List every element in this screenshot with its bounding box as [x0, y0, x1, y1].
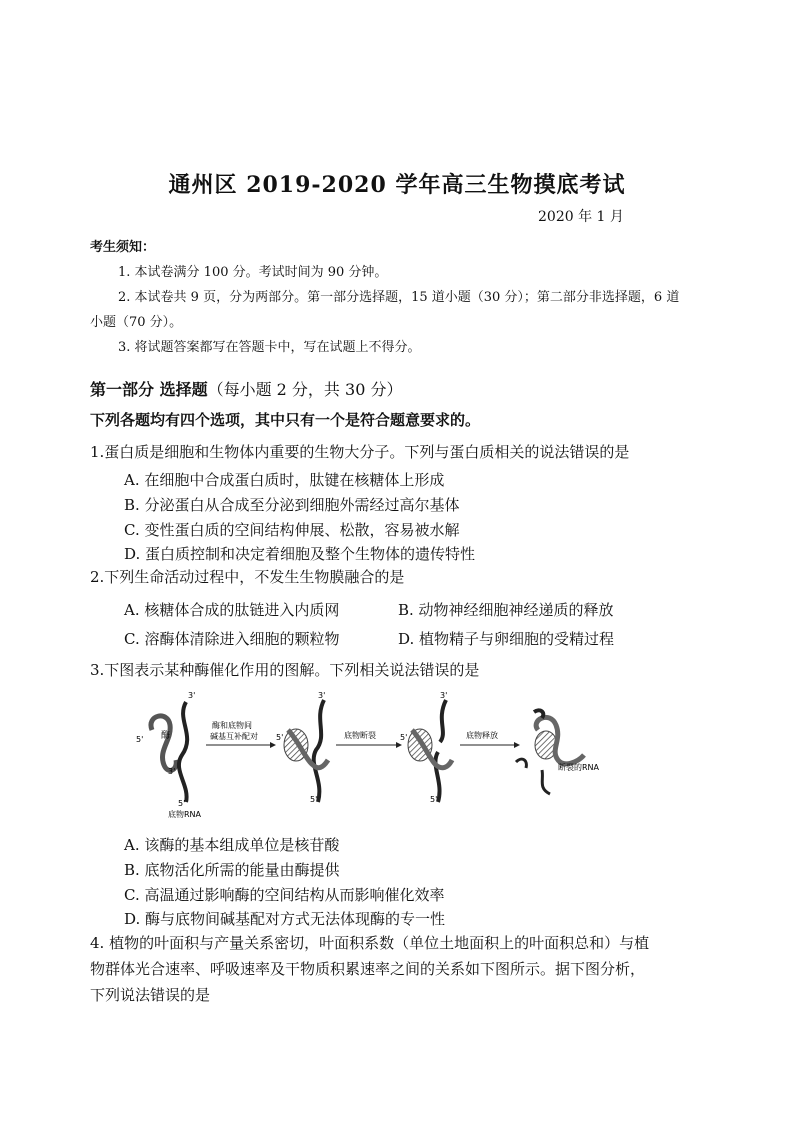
question-2-stem: 2.下列生命活动过程中，不发生生物膜融合的是	[90, 568, 405, 586]
question-1-stem: 1.蛋白质是细胞和生物体内重要的生物大分子。下列与蛋白质相关的说法错误的是	[90, 443, 630, 461]
question-1-option-a: A. 在细胞中合成蛋白质时，肽键在核糖体上形成	[124, 471, 445, 489]
label-step3: 底物释放	[466, 731, 498, 740]
question-1-option-b: B. 分泌蛋白从合成至分泌到细胞外需经过高尔基体	[124, 496, 460, 514]
label-step1-line1: 酶和底物间	[212, 721, 252, 730]
question-2-option-b: B. 动物神经细胞神经递质的释放	[398, 601, 614, 619]
p2-label-5prime-b: 5'	[310, 795, 318, 804]
section-instruction: 下列各题均有四个选项，其中只有一个是符合题意要求的。	[90, 411, 481, 429]
page-title: 通州区 2019-2020 学年高三生物摸底考试	[168, 172, 626, 198]
substrate-strand	[179, 702, 187, 802]
notice-heading: 考生须知：	[90, 240, 156, 255]
exam-date: 2020 年 1 月	[538, 209, 624, 225]
p3-label-3prime: 3'	[440, 691, 448, 700]
label-step2: 底物断裂	[344, 731, 376, 740]
arrow-2	[336, 730, 402, 748]
panel-1	[136, 691, 202, 819]
question-1-option-d: D. 蛋白质控制和决定着细胞及整个生物体的遗传特性	[124, 545, 476, 563]
question-4-stem-line-3: 下列说法错误的是	[90, 986, 211, 1004]
label-broken-rna: 断裂的RNA	[558, 763, 600, 772]
question-3-option-c: C. 高温通过影响酶的空间结构从而影响催化效率	[124, 886, 445, 904]
label-step1-line2: 碱基互补配对	[210, 732, 258, 741]
enzyme-strand	[151, 716, 176, 771]
panel-2	[276, 691, 328, 804]
p2-label-5prime: 5'	[276, 733, 284, 742]
label-enzyme: 酶	[161, 731, 171, 741]
question-2-option-a: A. 核糖体合成的肽链进入内质网	[124, 601, 340, 619]
panel-4	[516, 710, 600, 794]
notice-item-2-cont: 小题（70 分）。	[90, 315, 183, 330]
question-2-option-c: C. 溶酶体清除进入细胞的颗粒物	[124, 630, 340, 648]
notice-item-2: 2. 本试卷共 9 页，分为两部分。第一部分选择题，15 道小题（30 分）；第二部分非选择题，6 道	[118, 290, 680, 305]
question-1-option-c: C. 变性蛋白质的空间结构伸展、松散，容易被水解	[124, 521, 460, 539]
p2-label-3prime: 3'	[318, 691, 326, 700]
label-5prime: 5'	[136, 735, 144, 744]
question-4-stem-line-1: 4. 植物的叶面积与产量关系密切，叶面积系数（单位土地面积上的叶面积总和）与植	[90, 934, 650, 952]
section-title: 第一部分 选择题	[90, 380, 208, 399]
question-3-option-a: A. 该酶的基本组成单位是核苷酸	[124, 836, 340, 854]
arrow-1	[206, 720, 276, 748]
arrow-3	[460, 730, 520, 748]
question-2-option-d: D. 植物精子与卵细胞的受精过程	[398, 630, 615, 648]
label-3prime: 3'	[188, 691, 196, 700]
notice-item-1: 1. 本试卷满分 100 分。考试时间为 90 分钟。	[118, 265, 388, 280]
panel-3	[400, 691, 452, 804]
p3-label-5prime: 5'	[400, 733, 408, 742]
label-5prime-b: 5'	[178, 799, 186, 808]
section-score: （每小题 2 分，共 30 分）	[207, 380, 403, 399]
label-substrate-rna: 底物RNA	[168, 810, 202, 819]
section-heading	[90, 377, 402, 400]
question-3-stem: 3.下图表示某种酶催化作用的图解。下列相关说法错误的是	[90, 661, 480, 679]
p3-label-5prime-b: 5'	[430, 795, 438, 804]
question-3-option-b: B. 底物活化所需的能量由酶提供	[124, 861, 340, 879]
question-3-option-d: D. 酶与底物间碱基配对方式无法体现酶的专一性	[124, 910, 446, 928]
notice-item-3: 3. 将试题答案都写在答题卡中，写在试题上不得分。	[118, 340, 421, 355]
question-4-stem-line-2: 物群体光合速率、呼吸速率及干物质积累速率之间的关系如下图所示。据下图分析，	[90, 960, 646, 978]
enzyme-catalysis-figure	[138, 690, 598, 825]
label-3prime-b: 3'	[168, 767, 176, 776]
